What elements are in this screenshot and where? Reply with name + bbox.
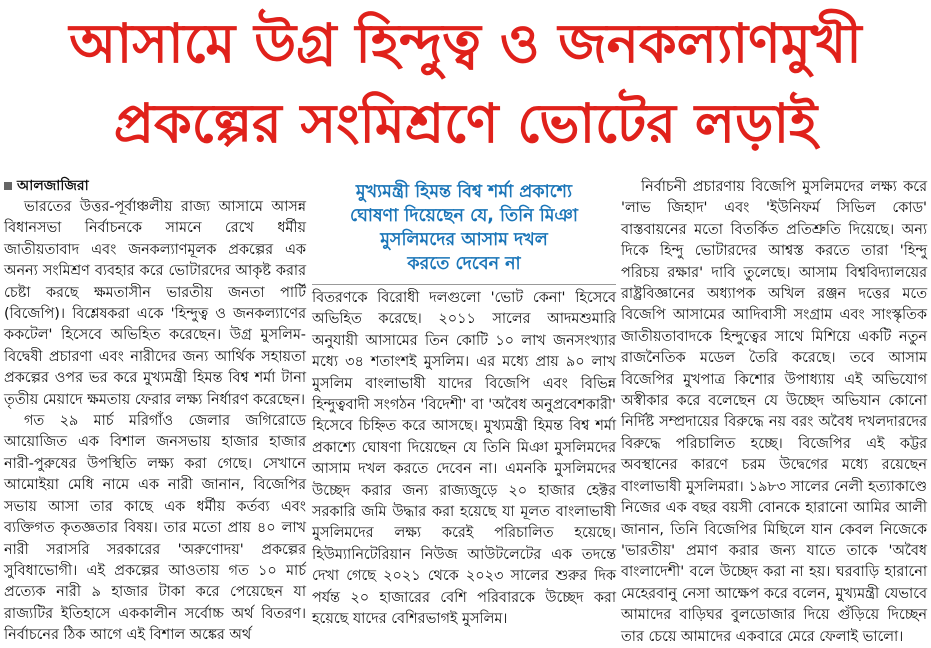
column-1-paragraph-1: ভারতের উত্তর-পূর্বাঞ্চলীয় রাজ্য আসামে আসন্ন বিধানসভা নির্বাচনকে সামনে রেখে ধর্মীয় জাতীয়তাবাদ এবং জনকল্যাণমূলক প্রকল্পের এক অনন্য সংমিশ্রণ ব্যবহার করে ভোটারদের আকৃষ্ট করার চেষ্টা করছে ক্ষমতাসীন ভারতীয় জনতা পার্টি (বিজেপি)। বিশ্লেষকরা একে 'হিন্দুত্ব ও জনকল্যাণের ককটেল' হিসেবে অভিহিত করেছেন। উগ্র মুসলিম-বিদ্বেষী প্রচারণা এবং নারীদের জন্য আর্থিক সহায়তা প্রকল্পের ওপর ভর করে মুখ্যমন্ত্রী হিমন্ত বিশ্ব শর্মা টানা তৃতীয় মেয়াদে ক্ষমতায় ফেরার লক্ষ্য নির্ধারণ করেছেন। bbox=[4, 199, 306, 408]
article-column-3 bbox=[621, 177, 927, 648]
pull-quote-divider bbox=[312, 284, 616, 285]
article-column-2 bbox=[312, 288, 616, 631]
byline-source: আলজাজিরা bbox=[17, 178, 89, 194]
pull-quote-line-1: মুখ্যমন্ত্রী হিমন্ত বিশ্ব শর্মা প্রকাশ্যে bbox=[355, 182, 573, 202]
article-column-1 bbox=[4, 177, 306, 647]
pull-quote-line-2: ঘোষণা দিয়েছেন যে, তিনি মিঞা bbox=[350, 206, 578, 226]
pull-quote bbox=[312, 180, 616, 280]
column-2-paragraph-1: বিতরণকে বিরোধী দলগুলো 'ভোট কেনা' হিসেবে অভিহিত করেছে। ২০১১ সালের আদমশুমারি অনুযায়ী আসামের তিন কোটি ১০ লাখ জনসংখ্যার মধ্যে ৩৪ শতাংশই মুসলিম। এর মধ্যে প্রায় ৯০ লাখ মুসলিম বাংলাভাষী যাদের বিজেপি এবং বিভিন্ন হিন্দুত্ববাদী সংগঠন 'বিদেশী' বা 'অবৈধ অনুপ্রবেশকারী' হিসেবে চিহ্নিত করে আসছে। মুখ্যমন্ত্রী হিমন্ত বিশ্ব শর্মা প্রকাশ্যে ঘোষণা দিয়েছেন যে তিনি মিঞা মুসলিমদের আসাম দখল করতে দেবেন না। এমনকি মুসলিমদের উচ্ছেদ করার জন্য রাজ্যজুড়ে ২০ হাজার হেক্টর সরকারি জমি উদ্ধার করা হয়েছে যা মূলত বাংলাভাষী মুসলিমদের লক্ষ্য করেই পরিচালিত হয়েছে। হিউম্যানিটেরিয়ান নিউজ আউটলেটের এক তদন্তে দেখা গেছে ২০২১ থেকে ২০২৩ সালের শুরুর দিক পর্যন্ত ২০ হাজারের বেশি পরিবারকে উচ্ছেদ করা হয়েছে যাদের বেশিরভাগই মুসলিম। bbox=[312, 290, 616, 628]
pull-quote-line-3: মুসলিমদের আসাম দখল bbox=[380, 230, 548, 250]
column-1-paragraph-2: গত ২৯ মার্চ মরিগাঁও জেলার জগিরোডে আয়োজিত এক বিশাল জনসভায় হাজার হাজার নারী-পুরুষের উপস্থিতি লক্ষ্য করা গেছে। সেখানে আমোইয়া মেধি নামে এক নারী জানান, বিজেপির সভায় আসা তার কাছে এক ধর্মীয় কর্তব্য এবং ব্যক্তিগত কৃতজ্ঞতার বিষয়। তার মতো প্রায় ৪০ লাখ নারী সরাসরি সরকারের 'অরুণোদয়' প্রকল্পের সুবিধাভোগী। এই প্রকল্পের আওতায় গত ১০ মার্চ প্রত্যেক নারী ৯ হাজার টাকা করে পেয়েছেন যা রাজ্যটির ইতিহাসে এককালীন সর্বোচ্চ অর্থ বিতরণ। নির্বাচনের ঠিক আগে এই বিশাল অঙ্কের অর্থ bbox=[4, 413, 306, 644]
byline-square-icon bbox=[4, 182, 12, 190]
headline-line-2: প্রকল্পের সংমিশ্রণে ভোটের লড়াই bbox=[113, 92, 818, 155]
byline bbox=[4, 177, 306, 195]
pull-quote-line-4: করতে দেবেন না bbox=[407, 254, 521, 274]
article-headline bbox=[0, 0, 931, 172]
column-3-paragraph-1: নির্বাচনী প্রচারণায় বিজেপি মুসলিমদের লক্ষ্য করে 'লাভ জিহাদ' এবং 'ইউনিফর্ম সিভিল কোড' বাস্তবায়নের মতো বিতর্কিত প্রতিশ্রুতি দিয়েছে। অন্য দিকে হিন্দু ভোটারদের আশ্বস্ত করতে তারা 'হিন্দু পরিচয় রক্ষার' দাবি তুলেছে। আসাম বিশ্ববিদ্যালয়ের রাষ্ট্রবিজ্ঞানের অধ্যাপক অখিল রঞ্জন দত্তের মতে বিজেপি আসামের আদিবাসী সংগ্রাম এবং সাংস্কৃতিক জাতীয়তাবাদকে হিন্দুত্বের সাথে মিশিয়ে একটি নতুন রাজনৈতিক মডেল তৈরি করেছে। তবে আসাম বিজেপির মুখপাত্র কিশোর উপাধ্যায় এই অভিযোগ অস্বীকার করে বলেছেন যে উচ্ছেদ অভিযান কোনো নির্দিষ্ট সম্প্রদায়ের বিরুদ্ধে নয় বরং অবৈধ দখলদারদের বিরুদ্ধে পরিচালিত হচ্ছে। বিজেপির এই কট্টর অবস্থানের কারণে চরম উদ্বেগের মধ্যে রয়েছেন বাংলাভাষী মুসলিমরা। ১৯৮৩ সালের নেলী হত্যাকাণ্ডে নিজের এক বছর বয়সী বোনকে হারানো আমির আলী জানান, তিনি বিজেপির মিছিলে যান কেবল নিজেকে 'ভারতীয়' প্রমাণ করার জন্য যাতে তাকে 'অবৈধ বাংলাদেশী' বলে উচ্ছেদ করা না হয়। ঘরবাড়ি হারানো মেহেরবানু নেসা আক্ষেপ করে বলেন, মুখ্যমন্ত্রী যেভাবে আমাদের বাড়িঘর বুলডোজার দিয়ে গুঁড়িয়ে দিচ্ছেন তার চেয়ে আমাদের একবারে মেরে ফেলাই ভালো। bbox=[621, 179, 927, 645]
headline-line-1: আসামে উগ্র হিন্দুত্ব ও জনকল্যাণমুখী bbox=[69, 12, 862, 75]
